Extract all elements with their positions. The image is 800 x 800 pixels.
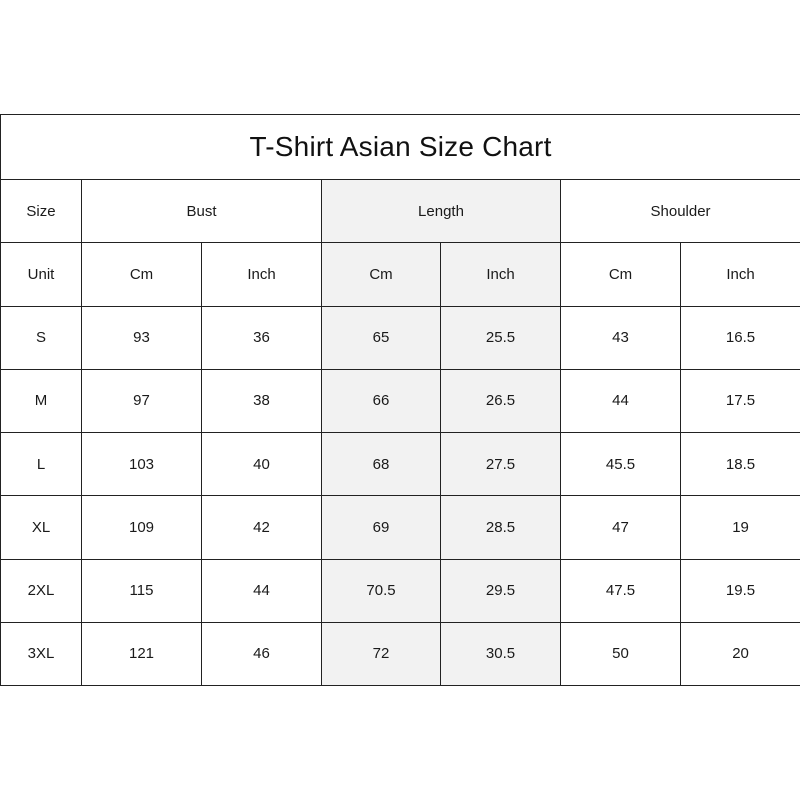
bust-cm-cell: 109 (82, 496, 202, 559)
size-cell: M (1, 369, 82, 432)
size-cell: L (1, 433, 82, 496)
length-inch-cell: 25.5 (441, 306, 561, 369)
measurement-header-row (1, 180, 800, 243)
length-inch-cell: 30.5 (441, 622, 561, 685)
length-cm-cell: 69 (322, 496, 441, 559)
table-row (1, 559, 800, 622)
bust-inch-cell: 46 (202, 622, 322, 685)
size-cell: 3XL (1, 622, 82, 685)
length-inch-cell: 28.5 (441, 496, 561, 559)
shoulder-cm-cell: 47.5 (561, 559, 681, 622)
bust-inch-cell: 40 (202, 433, 322, 496)
bust-inch-cell: 38 (202, 369, 322, 432)
length-cm-cell: 65 (322, 306, 441, 369)
table-row (1, 369, 800, 432)
bust-cm-cell: 103 (82, 433, 202, 496)
bust-cm-cell: 115 (82, 559, 202, 622)
shoulder-inch-cell: 19 (681, 496, 800, 559)
bust-cm-cell: 121 (82, 622, 202, 685)
unit-header: Unit (1, 243, 82, 306)
bust-inch-cell: 44 (202, 559, 322, 622)
size-cell: S (1, 306, 82, 369)
bust-cm-cell: 93 (82, 306, 202, 369)
shoulder-inch-cell: 19.5 (681, 559, 800, 622)
shoulder-cm-cell: 45.5 (561, 433, 681, 496)
shoulder-inch-cell: 18.5 (681, 433, 800, 496)
bust-inch-header: Inch (202, 243, 322, 306)
size-cell: XL (1, 496, 82, 559)
bust-inch-cell: 42 (202, 496, 322, 559)
length-cm-cell: 68 (322, 433, 441, 496)
chart-title: T-Shirt Asian Size Chart (1, 115, 800, 180)
bust-header: Bust (82, 180, 322, 243)
shoulder-inch-cell: 17.5 (681, 369, 800, 432)
size-chart-table (0, 114, 800, 686)
bust-cm-cell: 97 (82, 369, 202, 432)
shoulder-inch-cell: 16.5 (681, 306, 800, 369)
length-cm-header: Cm (322, 243, 441, 306)
size-cell: 2XL (1, 559, 82, 622)
shoulder-inch-header: Inch (681, 243, 800, 306)
length-cm-cell: 72 (322, 622, 441, 685)
length-cm-cell: 70.5 (322, 559, 441, 622)
table-row (1, 496, 800, 559)
shoulder-header: Shoulder (561, 180, 800, 243)
table-row (1, 433, 800, 496)
bust-inch-cell: 36 (202, 306, 322, 369)
size-chart-body (1, 115, 800, 686)
shoulder-cm-cell: 43 (561, 306, 681, 369)
length-inch-cell: 26.5 (441, 369, 561, 432)
title-row (1, 115, 800, 180)
shoulder-cm-cell: 50 (561, 622, 681, 685)
table-row (1, 306, 800, 369)
shoulder-cm-header: Cm (561, 243, 681, 306)
length-inch-cell: 29.5 (441, 559, 561, 622)
bust-cm-header: Cm (82, 243, 202, 306)
length-inch-header: Inch (441, 243, 561, 306)
shoulder-cm-cell: 47 (561, 496, 681, 559)
length-cm-cell: 66 (322, 369, 441, 432)
length-inch-cell: 27.5 (441, 433, 561, 496)
length-header: Length (322, 180, 561, 243)
shoulder-cm-cell: 44 (561, 369, 681, 432)
shoulder-inch-cell: 20 (681, 622, 800, 685)
unit-header-row (1, 243, 800, 306)
size-header: Size (1, 180, 82, 243)
table-row (1, 622, 800, 685)
